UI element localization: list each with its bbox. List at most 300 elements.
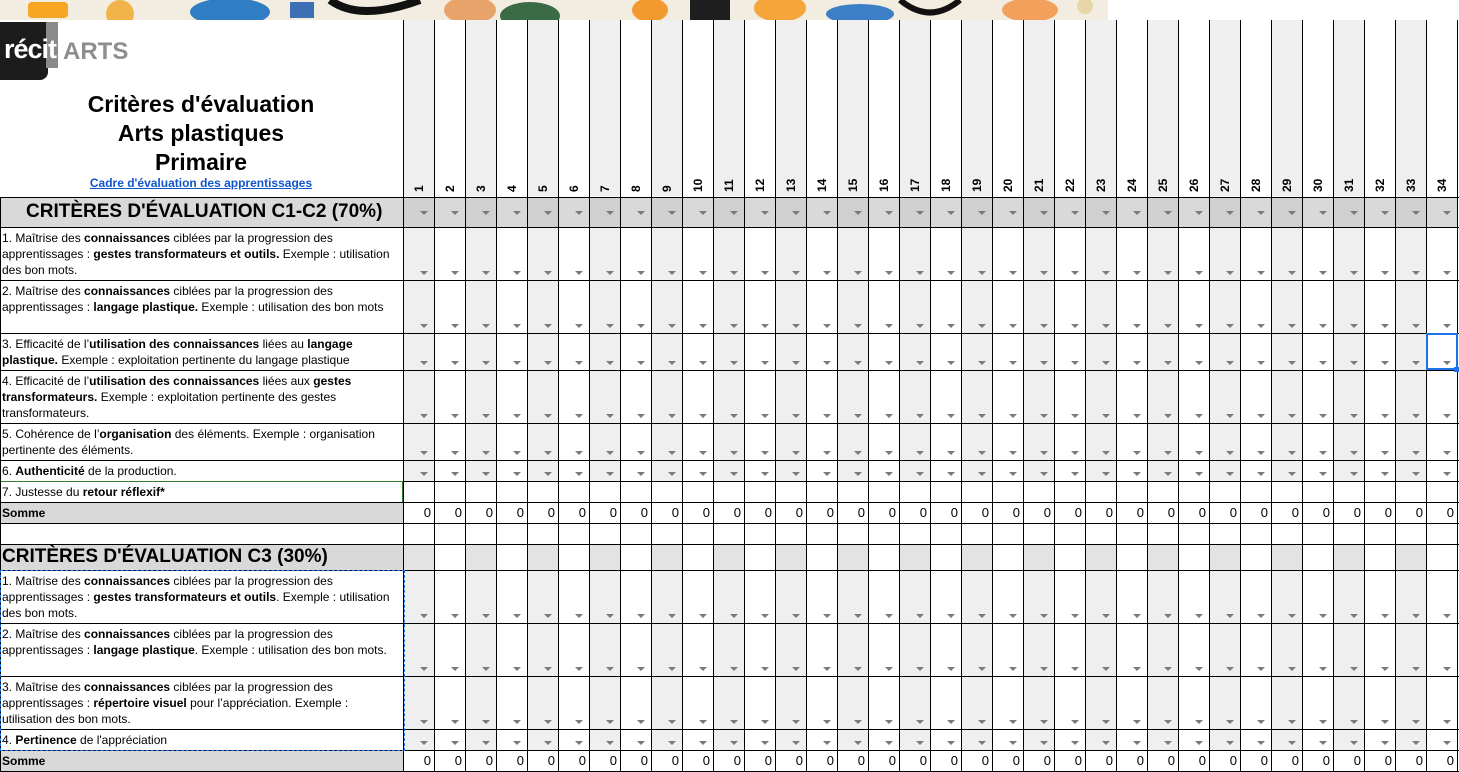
grid-cell[interactable] xyxy=(992,570,1023,623)
dropdown-arrow-icon[interactable] xyxy=(420,451,428,455)
grid-cell[interactable] xyxy=(1147,333,1178,370)
grid-cell[interactable] xyxy=(1240,460,1271,481)
grid-cell[interactable] xyxy=(1333,460,1364,481)
grid-cell[interactable] xyxy=(651,280,682,333)
dropdown-arrow-icon[interactable] xyxy=(1412,361,1420,365)
dropdown-arrow-icon[interactable] xyxy=(1350,451,1358,455)
grid-cell[interactable] xyxy=(744,460,775,481)
dropdown-arrow-icon[interactable] xyxy=(420,414,428,418)
grid-cell[interactable] xyxy=(465,333,496,370)
dropdown-arrow-icon[interactable] xyxy=(544,667,552,671)
dropdown-arrow-icon[interactable] xyxy=(885,667,893,671)
dropdown-arrow-icon[interactable] xyxy=(1195,720,1203,724)
dropdown-arrow-icon[interactable] xyxy=(1040,324,1048,328)
dropdown-arrow-icon[interactable] xyxy=(606,472,614,476)
grid-cell[interactable] xyxy=(1023,481,1054,502)
grid-cell[interactable] xyxy=(1054,523,1085,544)
grid-cell[interactable] xyxy=(1426,370,1457,423)
dropdown-arrow-icon[interactable] xyxy=(916,720,924,724)
dropdown-arrow-icon[interactable] xyxy=(1257,361,1265,365)
dropdown-arrow-icon[interactable] xyxy=(978,614,986,618)
grid-cell[interactable] xyxy=(1085,729,1116,750)
grid-cell[interactable] xyxy=(1426,481,1457,502)
dropdown-arrow-icon[interactable] xyxy=(1319,211,1327,215)
grid-cell[interactable] xyxy=(589,333,620,370)
dropdown-arrow-icon[interactable] xyxy=(1164,361,1172,365)
dropdown-arrow-icon[interactable] xyxy=(1009,271,1017,275)
grid-cell[interactable] xyxy=(806,523,837,544)
grid-cell[interactable] xyxy=(713,729,744,750)
grid-cell[interactable] xyxy=(868,197,899,227)
grid-cell[interactable] xyxy=(1147,423,1178,460)
dropdown-arrow-icon[interactable] xyxy=(761,741,769,745)
grid-cell[interactable] xyxy=(1209,676,1240,729)
dropdown-arrow-icon[interactable] xyxy=(1226,451,1234,455)
grid-cell[interactable] xyxy=(1364,423,1395,460)
dropdown-arrow-icon[interactable] xyxy=(885,614,893,618)
dropdown-arrow-icon[interactable] xyxy=(1319,271,1327,275)
dropdown-arrow-icon[interactable] xyxy=(1164,271,1172,275)
dropdown-arrow-icon[interactable] xyxy=(916,451,924,455)
grid-cell[interactable] xyxy=(713,460,744,481)
grid-cell[interactable] xyxy=(558,481,589,502)
dropdown-arrow-icon[interactable] xyxy=(668,741,676,745)
dropdown-arrow-icon[interactable] xyxy=(699,472,707,476)
grid-cell[interactable] xyxy=(837,623,868,676)
grid-cell[interactable] xyxy=(496,460,527,481)
dropdown-arrow-icon[interactable] xyxy=(1381,614,1389,618)
grid-cell[interactable] xyxy=(527,370,558,423)
grid-cell[interactable] xyxy=(806,197,837,227)
grid-cell[interactable] xyxy=(992,197,1023,227)
dropdown-arrow-icon[interactable] xyxy=(1288,361,1296,365)
dropdown-arrow-icon[interactable] xyxy=(420,472,428,476)
grid-cell[interactable] xyxy=(930,280,961,333)
grid-cell[interactable] xyxy=(496,227,527,280)
grid-cell[interactable] xyxy=(1085,333,1116,370)
dropdown-arrow-icon[interactable] xyxy=(1319,667,1327,671)
grid-cell[interactable] xyxy=(806,676,837,729)
dropdown-arrow-icon[interactable] xyxy=(1288,324,1296,328)
grid-cell[interactable] xyxy=(1302,623,1333,676)
grid-cell[interactable] xyxy=(434,227,465,280)
dropdown-arrow-icon[interactable] xyxy=(730,614,738,618)
dropdown-arrow-icon[interactable] xyxy=(1071,211,1079,215)
grid-cell[interactable] xyxy=(1178,227,1209,280)
grid-cell[interactable] xyxy=(1271,523,1302,544)
dropdown-arrow-icon[interactable] xyxy=(1381,741,1389,745)
grid-cell[interactable] xyxy=(620,523,651,544)
grid-cell[interactable] xyxy=(899,227,930,280)
grid-cell[interactable] xyxy=(403,481,434,502)
grid-cell[interactable] xyxy=(899,544,930,570)
dropdown-arrow-icon[interactable] xyxy=(1350,271,1358,275)
grid-cell[interactable] xyxy=(1333,481,1364,502)
grid-cell[interactable] xyxy=(744,729,775,750)
dropdown-arrow-icon[interactable] xyxy=(668,414,676,418)
grid-cell[interactable] xyxy=(1333,227,1364,280)
grid-cell[interactable] xyxy=(1209,544,1240,570)
grid-cell[interactable] xyxy=(1054,544,1085,570)
grid-cell[interactable] xyxy=(527,197,558,227)
grid-cell[interactable] xyxy=(589,544,620,570)
grid-cell[interactable] xyxy=(682,623,713,676)
grid-cell[interactable] xyxy=(930,197,961,227)
dropdown-arrow-icon[interactable] xyxy=(1319,472,1327,476)
grid-cell[interactable] xyxy=(589,370,620,423)
dropdown-arrow-icon[interactable] xyxy=(513,614,521,618)
grid-cell[interactable] xyxy=(651,227,682,280)
grid-cell[interactable] xyxy=(465,544,496,570)
grid-cell[interactable] xyxy=(1147,197,1178,227)
grid-cell[interactable] xyxy=(744,523,775,544)
grid-cell[interactable] xyxy=(713,623,744,676)
grid-cell[interactable] xyxy=(589,729,620,750)
grid-cell[interactable] xyxy=(1302,544,1333,570)
dropdown-arrow-icon[interactable] xyxy=(451,667,459,671)
grid-cell[interactable] xyxy=(775,460,806,481)
grid-cell[interactable] xyxy=(434,729,465,750)
dropdown-arrow-icon[interactable] xyxy=(1443,324,1451,328)
dropdown-arrow-icon[interactable] xyxy=(699,667,707,671)
dropdown-arrow-icon[interactable] xyxy=(513,361,521,365)
dropdown-arrow-icon[interactable] xyxy=(699,271,707,275)
dropdown-arrow-icon[interactable] xyxy=(1443,414,1451,418)
grid-cell[interactable] xyxy=(961,570,992,623)
grid-cell[interactable] xyxy=(1395,481,1426,502)
grid-cell[interactable] xyxy=(744,370,775,423)
dropdown-arrow-icon[interactable] xyxy=(1288,211,1296,215)
grid-cell[interactable] xyxy=(558,460,589,481)
grid-cell[interactable] xyxy=(992,370,1023,423)
grid-cell[interactable] xyxy=(1116,197,1147,227)
dropdown-arrow-icon[interactable] xyxy=(482,472,490,476)
grid-cell[interactable] xyxy=(1209,423,1240,460)
dropdown-arrow-icon[interactable] xyxy=(1040,451,1048,455)
grid-cell[interactable] xyxy=(1333,729,1364,750)
grid-cell[interactable] xyxy=(837,544,868,570)
grid-cell[interactable] xyxy=(744,423,775,460)
grid-cell[interactable] xyxy=(620,333,651,370)
grid-cell[interactable] xyxy=(403,676,434,729)
dropdown-arrow-icon[interactable] xyxy=(854,741,862,745)
dropdown-arrow-icon[interactable] xyxy=(823,741,831,745)
dropdown-arrow-icon[interactable] xyxy=(761,614,769,618)
dropdown-arrow-icon[interactable] xyxy=(916,472,924,476)
dropdown-arrow-icon[interactable] xyxy=(575,414,583,418)
grid-cell[interactable] xyxy=(1116,280,1147,333)
grid-cell[interactable] xyxy=(651,623,682,676)
dropdown-arrow-icon[interactable] xyxy=(1412,720,1420,724)
dropdown-arrow-icon[interactable] xyxy=(916,741,924,745)
dropdown-arrow-icon[interactable] xyxy=(575,667,583,671)
grid-cell[interactable] xyxy=(558,197,589,227)
dropdown-arrow-icon[interactable] xyxy=(482,720,490,724)
grid-cell[interactable] xyxy=(837,333,868,370)
dropdown-arrow-icon[interactable] xyxy=(1350,720,1358,724)
dropdown-arrow-icon[interactable] xyxy=(699,324,707,328)
grid-cell[interactable] xyxy=(1209,280,1240,333)
grid-cell[interactable] xyxy=(1054,197,1085,227)
grid-cell[interactable] xyxy=(899,460,930,481)
dropdown-arrow-icon[interactable] xyxy=(1319,720,1327,724)
grid-cell[interactable] xyxy=(651,481,682,502)
grid-cell[interactable] xyxy=(558,523,589,544)
dropdown-arrow-icon[interactable] xyxy=(792,451,800,455)
grid-cell[interactable] xyxy=(620,570,651,623)
grid-cell[interactable] xyxy=(682,197,713,227)
grid-cell[interactable] xyxy=(589,227,620,280)
dropdown-arrow-icon[interactable] xyxy=(575,361,583,365)
dropdown-arrow-icon[interactable] xyxy=(1381,414,1389,418)
grid-cell[interactable] xyxy=(620,423,651,460)
dropdown-arrow-icon[interactable] xyxy=(947,324,955,328)
grid-cell[interactable] xyxy=(589,460,620,481)
grid-cell[interactable] xyxy=(1054,460,1085,481)
dropdown-arrow-icon[interactable] xyxy=(575,324,583,328)
grid-cell[interactable] xyxy=(1116,227,1147,280)
dropdown-arrow-icon[interactable] xyxy=(823,614,831,618)
grid-cell[interactable] xyxy=(589,197,620,227)
dropdown-arrow-icon[interactable] xyxy=(482,414,490,418)
grid-cell[interactable] xyxy=(1364,197,1395,227)
dropdown-arrow-icon[interactable] xyxy=(1195,324,1203,328)
grid-cell[interactable] xyxy=(837,197,868,227)
grid-cell[interactable] xyxy=(465,523,496,544)
grid-cell[interactable] xyxy=(806,460,837,481)
grid-cell[interactable] xyxy=(1054,370,1085,423)
grid-cell[interactable] xyxy=(713,370,744,423)
grid-cell[interactable] xyxy=(1271,370,1302,423)
grid-cell[interactable] xyxy=(1271,544,1302,570)
dropdown-arrow-icon[interactable] xyxy=(1443,211,1451,215)
dropdown-arrow-icon[interactable] xyxy=(1195,741,1203,745)
dropdown-arrow-icon[interactable] xyxy=(823,414,831,418)
grid-cell[interactable] xyxy=(713,423,744,460)
grid-cell[interactable] xyxy=(558,333,589,370)
dropdown-arrow-icon[interactable] xyxy=(1071,361,1079,365)
grid-cell[interactable] xyxy=(1023,370,1054,423)
grid-cell[interactable] xyxy=(1302,460,1333,481)
dropdown-arrow-icon[interactable] xyxy=(1319,324,1327,328)
grid-cell[interactable] xyxy=(558,423,589,460)
grid-cell[interactable] xyxy=(899,729,930,750)
dropdown-arrow-icon[interactable] xyxy=(1164,324,1172,328)
dropdown-arrow-icon[interactable] xyxy=(1195,667,1203,671)
dropdown-arrow-icon[interactable] xyxy=(1226,361,1234,365)
grid-cell[interactable] xyxy=(496,544,527,570)
dropdown-arrow-icon[interactable] xyxy=(637,720,645,724)
dropdown-arrow-icon[interactable] xyxy=(1040,720,1048,724)
grid-cell[interactable] xyxy=(837,460,868,481)
dropdown-arrow-icon[interactable] xyxy=(513,720,521,724)
grid-cell[interactable] xyxy=(682,570,713,623)
grid-cell[interactable] xyxy=(1240,623,1271,676)
dropdown-arrow-icon[interactable] xyxy=(1071,472,1079,476)
dropdown-arrow-icon[interactable] xyxy=(513,211,521,215)
grid-cell[interactable] xyxy=(1116,729,1147,750)
grid-cell[interactable] xyxy=(527,676,558,729)
grid-cell[interactable] xyxy=(682,523,713,544)
grid-cell[interactable] xyxy=(1023,423,1054,460)
dropdown-arrow-icon[interactable] xyxy=(1257,324,1265,328)
grid-cell[interactable] xyxy=(930,523,961,544)
dropdown-arrow-icon[interactable] xyxy=(637,667,645,671)
dropdown-arrow-icon[interactable] xyxy=(1381,667,1389,671)
dropdown-arrow-icon[interactable] xyxy=(792,271,800,275)
grid-cell[interactable] xyxy=(1054,570,1085,623)
grid-cell[interactable] xyxy=(868,481,899,502)
grid-cell[interactable] xyxy=(1054,280,1085,333)
dropdown-arrow-icon[interactable] xyxy=(513,667,521,671)
grid-cell[interactable] xyxy=(682,729,713,750)
dropdown-arrow-icon[interactable] xyxy=(513,741,521,745)
grid-cell[interactable] xyxy=(527,460,558,481)
dropdown-arrow-icon[interactable] xyxy=(482,361,490,365)
dropdown-arrow-icon[interactable] xyxy=(1412,451,1420,455)
dropdown-arrow-icon[interactable] xyxy=(1226,741,1234,745)
grid-cell[interactable] xyxy=(868,280,899,333)
dropdown-arrow-icon[interactable] xyxy=(1195,472,1203,476)
dropdown-arrow-icon[interactable] xyxy=(1226,720,1234,724)
dropdown-arrow-icon[interactable] xyxy=(885,741,893,745)
dropdown-arrow-icon[interactable] xyxy=(637,324,645,328)
grid-cell[interactable] xyxy=(682,370,713,423)
grid-cell[interactable] xyxy=(1333,676,1364,729)
grid-cell[interactable] xyxy=(1395,523,1426,544)
dropdown-arrow-icon[interactable] xyxy=(1412,271,1420,275)
dropdown-arrow-icon[interactable] xyxy=(575,720,583,724)
dropdown-arrow-icon[interactable] xyxy=(947,614,955,618)
grid-cell[interactable] xyxy=(1271,676,1302,729)
dropdown-arrow-icon[interactable] xyxy=(1257,451,1265,455)
dropdown-arrow-icon[interactable] xyxy=(947,667,955,671)
grid-cell[interactable] xyxy=(465,676,496,729)
grid-cell[interactable] xyxy=(713,481,744,502)
dropdown-arrow-icon[interactable] xyxy=(482,271,490,275)
grid-cell[interactable] xyxy=(1178,370,1209,423)
dropdown-arrow-icon[interactable] xyxy=(823,667,831,671)
dropdown-arrow-icon[interactable] xyxy=(1009,741,1017,745)
grid-cell[interactable] xyxy=(682,676,713,729)
grid-cell[interactable] xyxy=(775,423,806,460)
grid-cell[interactable] xyxy=(899,623,930,676)
dropdown-arrow-icon[interactable] xyxy=(1040,271,1048,275)
grid-cell[interactable] xyxy=(1054,333,1085,370)
grid-cell[interactable] xyxy=(651,423,682,460)
dropdown-arrow-icon[interactable] xyxy=(420,614,428,618)
grid-cell[interactable] xyxy=(1178,280,1209,333)
grid-cell[interactable] xyxy=(1395,676,1426,729)
grid-cell[interactable] xyxy=(806,570,837,623)
grid-cell[interactable] xyxy=(1302,227,1333,280)
dropdown-arrow-icon[interactable] xyxy=(606,614,614,618)
dropdown-arrow-icon[interactable] xyxy=(730,451,738,455)
grid-cell[interactable] xyxy=(1240,197,1271,227)
dropdown-arrow-icon[interactable] xyxy=(1350,361,1358,365)
grid-cell[interactable] xyxy=(496,570,527,623)
grid-cell[interactable] xyxy=(1333,280,1364,333)
grid-cell[interactable] xyxy=(992,544,1023,570)
dropdown-arrow-icon[interactable] xyxy=(1381,324,1389,328)
grid-cell[interactable] xyxy=(775,729,806,750)
grid-cell[interactable] xyxy=(1271,481,1302,502)
dropdown-arrow-icon[interactable] xyxy=(1257,211,1265,215)
dropdown-arrow-icon[interactable] xyxy=(792,741,800,745)
grid-cell[interactable] xyxy=(651,570,682,623)
grid-cell[interactable] xyxy=(1364,570,1395,623)
grid-cell[interactable] xyxy=(434,333,465,370)
grid-cell[interactable] xyxy=(1147,729,1178,750)
grid-cell[interactable] xyxy=(899,197,930,227)
grid-cell[interactable] xyxy=(992,481,1023,502)
dropdown-arrow-icon[interactable] xyxy=(1412,472,1420,476)
dropdown-arrow-icon[interactable] xyxy=(482,324,490,328)
grid-cell[interactable] xyxy=(713,570,744,623)
dropdown-arrow-icon[interactable] xyxy=(1381,271,1389,275)
grid-cell[interactable] xyxy=(899,280,930,333)
dropdown-arrow-icon[interactable] xyxy=(792,614,800,618)
grid-cell[interactable] xyxy=(682,423,713,460)
grid-cell[interactable] xyxy=(465,370,496,423)
dropdown-arrow-icon[interactable] xyxy=(1009,211,1017,215)
dropdown-arrow-icon[interactable] xyxy=(1288,720,1296,724)
grid-cell[interactable] xyxy=(713,523,744,544)
grid-cell[interactable] xyxy=(527,570,558,623)
dropdown-arrow-icon[interactable] xyxy=(1133,667,1141,671)
dropdown-arrow-icon[interactable] xyxy=(1164,741,1172,745)
dropdown-arrow-icon[interactable] xyxy=(1288,614,1296,618)
grid-cell[interactable] xyxy=(1085,460,1116,481)
grid-cell[interactable] xyxy=(1085,481,1116,502)
grid-cell[interactable] xyxy=(558,676,589,729)
grid-cell[interactable] xyxy=(403,460,434,481)
dropdown-arrow-icon[interactable] xyxy=(575,614,583,618)
grid-cell[interactable] xyxy=(930,544,961,570)
dropdown-arrow-icon[interactable] xyxy=(1412,324,1420,328)
dropdown-arrow-icon[interactable] xyxy=(1443,614,1451,618)
dropdown-arrow-icon[interactable] xyxy=(1350,472,1358,476)
dropdown-arrow-icon[interactable] xyxy=(1102,741,1110,745)
dropdown-arrow-icon[interactable] xyxy=(1133,451,1141,455)
grid-cell[interactable] xyxy=(744,481,775,502)
grid-cell[interactable] xyxy=(1209,370,1240,423)
dropdown-arrow-icon[interactable] xyxy=(1443,667,1451,671)
grid-cell[interactable] xyxy=(1147,623,1178,676)
grid-cell[interactable] xyxy=(1302,280,1333,333)
grid-cell[interactable] xyxy=(837,523,868,544)
grid-cell[interactable] xyxy=(1333,423,1364,460)
dropdown-arrow-icon[interactable] xyxy=(699,741,707,745)
grid-cell[interactable] xyxy=(1023,197,1054,227)
dropdown-arrow-icon[interactable] xyxy=(1133,614,1141,618)
grid-cell[interactable] xyxy=(620,227,651,280)
dropdown-arrow-icon[interactable] xyxy=(854,667,862,671)
grid-cell[interactable] xyxy=(868,333,899,370)
grid-cell[interactable] xyxy=(775,370,806,423)
dropdown-arrow-icon[interactable] xyxy=(854,472,862,476)
grid-cell[interactable] xyxy=(1147,370,1178,423)
dropdown-arrow-icon[interactable] xyxy=(668,451,676,455)
grid-cell[interactable] xyxy=(403,729,434,750)
dropdown-arrow-icon[interactable] xyxy=(1040,414,1048,418)
grid-cell[interactable] xyxy=(403,523,434,544)
dropdown-arrow-icon[interactable] xyxy=(575,741,583,745)
dropdown-arrow-icon[interactable] xyxy=(730,472,738,476)
dropdown-arrow-icon[interactable] xyxy=(420,720,428,724)
dropdown-arrow-icon[interactable] xyxy=(854,324,862,328)
grid-cell[interactable] xyxy=(1302,523,1333,544)
